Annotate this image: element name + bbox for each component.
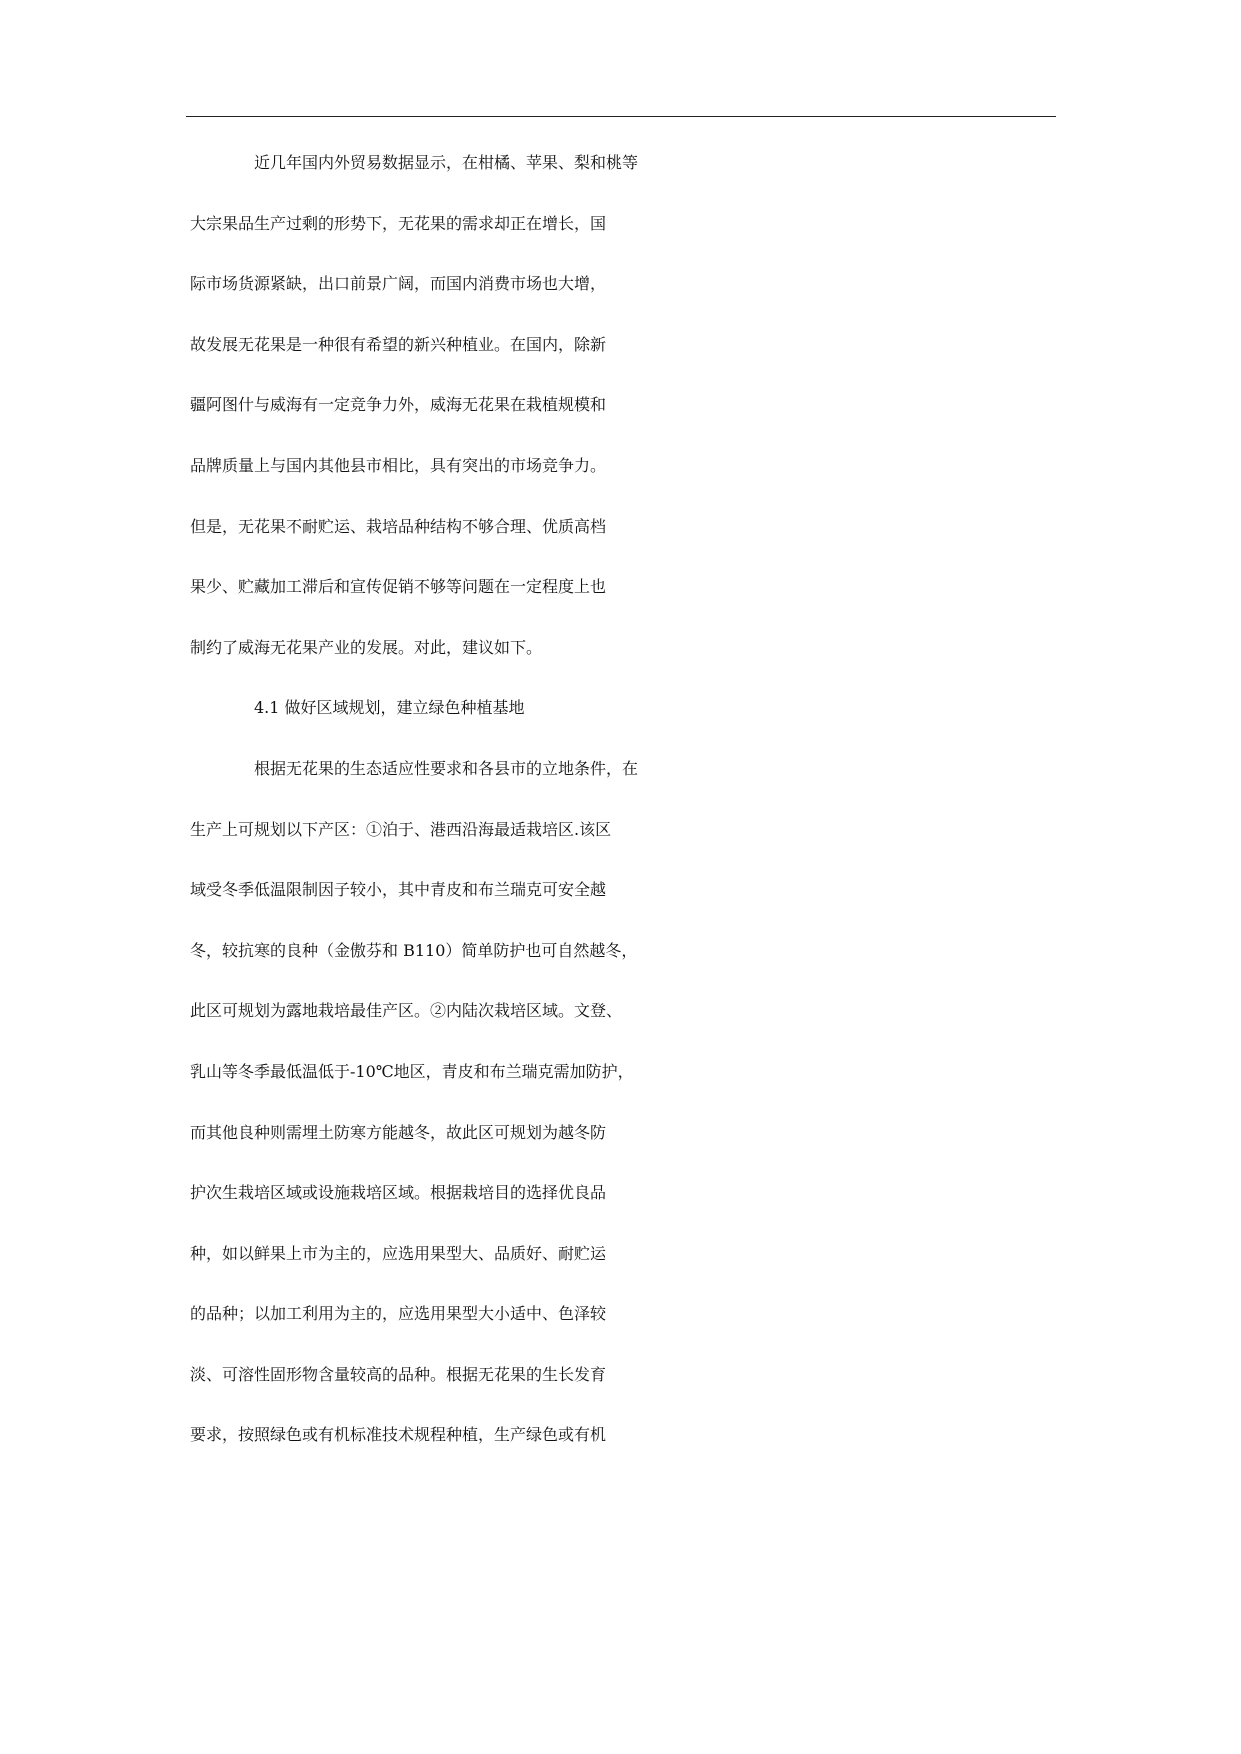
paragraph-intro [190,150,1056,695]
text-line: 根据无花果的生态适应性要求和各县市的立地条件，在 [254,758,639,778]
text-line: 品牌质量上与国内其他县市相比，具有突出的市场竞争力。 [190,455,607,475]
header-rule [186,116,1056,117]
text-line: 的品种；以加工利用为主的，应选用果型大小适中、色泽较 [190,1304,607,1324]
text-line: 果少、贮藏加工滞后和宣传促销不够等问题在一定程度上也 [190,577,607,597]
text-line: 近几年国内外贸易数据显示，在柑橘、苹果、梨和桃等 [254,153,639,172]
text-line: 故发展无花果是一种很有希望的新兴种植业。在国内，除新 [190,334,607,354]
text-line: 乳山等冬季最低温低于-10℃地区，青皮和布兰瑞克需加防护， [190,1061,634,1081]
text-line: 大宗果品生产过剩的形势下，无花果的需求却正在增长，国 [190,213,607,233]
text-line: 冬，较抗寒的良种（金傲芬和 B110）简单防护也可自然越冬， [190,940,638,960]
text-line: 疆阿图什与威海有一定竞争力外，威海无花果在栽植规模和 [190,395,607,415]
section-heading-text: 4.1 做好区域规划，建立绿色种植基地 [254,698,525,718]
document-body [190,150,1056,1483]
text-line: 但是，无花果不耐贮运、栽培品种结构不够合理、优质高档 [190,516,607,536]
text-line: 此区可规划为露地栽培最佳产区。②内陆次栽培区域。文登、 [190,1001,623,1021]
paragraph-planning [190,756,1056,1483]
text-line: 淡、可溶性固形物含量较高的品种。根据无花果的生长发育 [190,1364,607,1384]
text-line: 种，如以鲜果上市为主的，应选用果型大、品质好、耐贮运 [190,1243,607,1263]
text-line: 生产上可规划以下产区：①泊于、港西沿海最适栽培区.该区 [190,819,612,839]
text-line: 而其他良种则需埋土防寒方能越冬，故此区可规划为越冬防 [190,1122,607,1142]
section-heading [190,695,1056,756]
text-line: 要求，按照绿色或有机标准技术规程种植，生产绿色或有机 [190,1425,607,1445]
text-line: 域受冬季低温限制因子较小，其中青皮和布兰瑞克可安全越 [190,880,607,900]
text-line: 护次生栽培区域或设施栽培区域。根据栽培目的选择优良品 [190,1183,607,1203]
text-line: 际市场货源紧缺，出口前景广阔，而国内消费市场也大增， [190,274,607,294]
text-line: 制约了威海无花果产业的发展。对此，建议如下。 [190,637,543,657]
